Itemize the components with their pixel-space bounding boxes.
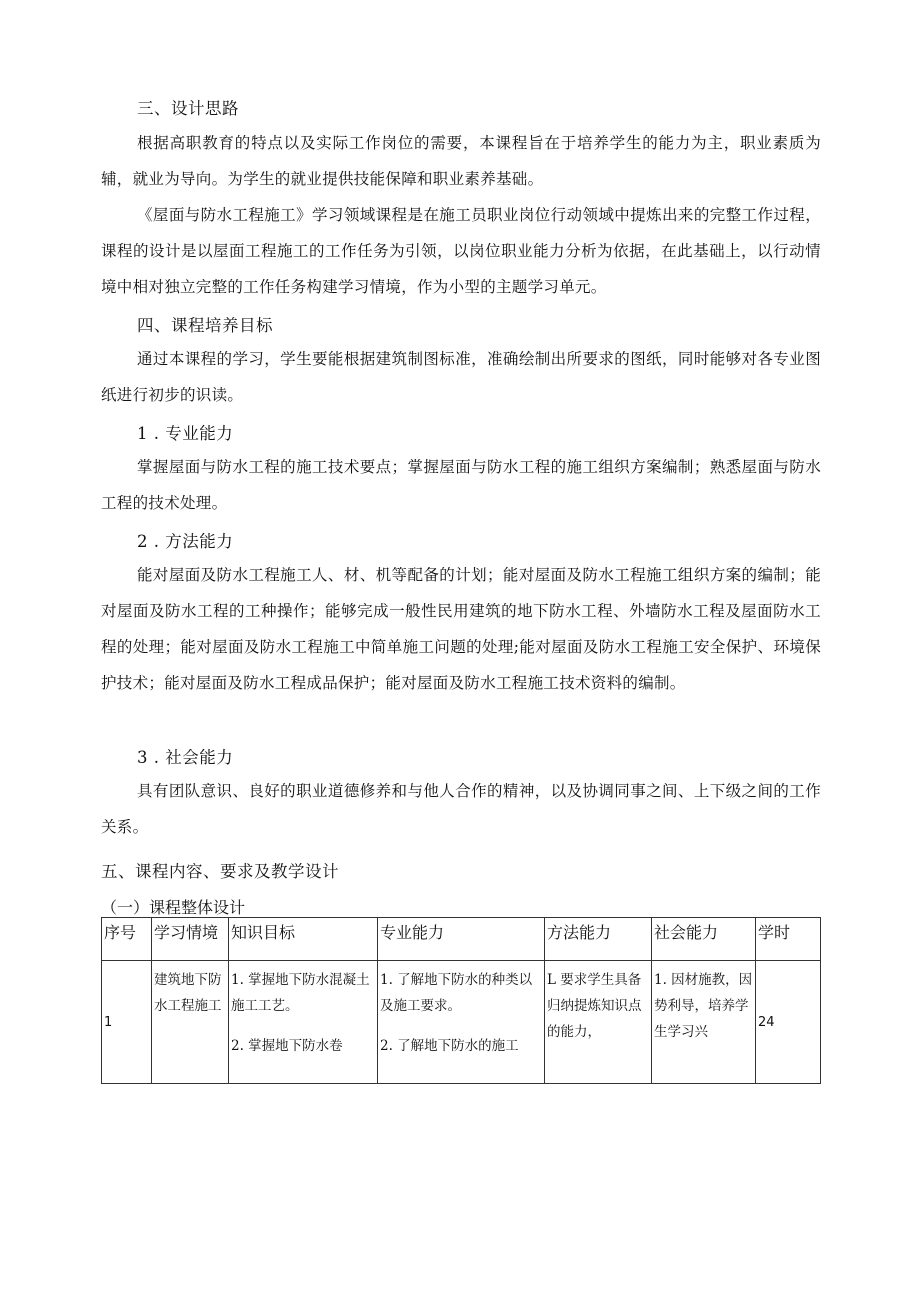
cell-situation-text: 建筑地下防水工程施工	[154, 972, 222, 1014]
paragraph-social: 具有团队意识、良好的职业道德修养和与他人合作的精神，以及协调同事之间、上下级之间的工作关系。	[101, 782, 821, 836]
subheading-professional: 1 . 专业能力	[137, 424, 234, 443]
header-professional: 专业能力	[378, 918, 545, 961]
course-design-table	[101, 917, 821, 1084]
header-hours: 学时	[756, 918, 821, 961]
paragraph-method: 能对屋面及防水工程施工人、材、机等配备的计划；能对屋面及防水工程施工组织方案的编制；能对屋面及防水工程的工种操作；能够完成一般性民用建筑的地下防水工程、外墙防水工程及屋面防水工程的处理；能对屋面及防水工程施工中简单施工问题的处理;能对屋面及防水工程施工安全保护、环境保护技术；能对屋面及防水工程成品保护；能对屋面及防水工程施工技术资料的编制。	[101, 566, 821, 692]
subheading-social: 3 . 社会能力	[137, 748, 234, 767]
subheading-method: 2 . 方法能力	[137, 532, 234, 551]
cell-professional-1: 1. 了解地下防水的种类以及施工要求。	[380, 972, 533, 1014]
header-situation: 学习情境	[152, 918, 229, 961]
cell-method-text: L 要求学生具备归纳提炼知识点的能力，	[547, 972, 642, 1040]
cell-spacer	[380, 1019, 542, 1033]
table-row	[102, 961, 821, 1084]
section-heading-content: 五、课程内容、要求及教学设计	[101, 862, 339, 881]
cell-no: 1	[102, 961, 152, 1084]
cell-social-text: 1. 因材施教，因势利导，培养学生学习兴	[654, 972, 753, 1040]
cell-social	[652, 961, 756, 1084]
table-title: （一）课程整体设计	[101, 898, 246, 917]
section-heading-design: 三、设计思路	[137, 99, 239, 118]
table-header-row	[102, 918, 821, 961]
cell-knowledge-1: 1. 掌握地下防水混凝土施工工艺。	[231, 972, 370, 1014]
cell-professional	[378, 961, 545, 1084]
section-heading-goal: 四、课程培养目标	[137, 316, 273, 335]
header-no: 序号	[102, 918, 152, 961]
paragraph-professional: 掌握屋面与防水工程的施工技术要点；掌握屋面与防水工程的施工组织方案编制；熟悉屋面与防水工程的技术处理。	[101, 458, 821, 512]
cell-knowledge-2: 2. 掌握地下防水卷	[231, 1038, 343, 1054]
cell-professional-2: 2. 了解地下防水的施工	[380, 1038, 519, 1054]
paragraph-goal-1: 通过本课程的学习，学生要能根据建筑制图标准，准确绘制出所要求的图纸，同时能够对各专业图纸进行初步的识读。	[101, 350, 821, 404]
header-knowledge: 知识目标	[229, 918, 378, 961]
header-method: 方法能力	[545, 918, 652, 961]
cell-spacer	[231, 1019, 375, 1033]
cell-method	[545, 961, 652, 1084]
cell-situation	[152, 961, 229, 1084]
paragraph-design-2: 《屋面与防水工程施工》学习领域课程是在施工员职业岗位行动领域中提炼出来的完整工作过程，课程的设计是以屋面工程施工的工作任务为引领，以岗位职业能力分析为依据，在此基础上，以行动情境中相对独立完整的工作任务构建学习情境，作为小型的主题学习单元。	[101, 206, 821, 296]
header-social: 社会能力	[652, 918, 756, 961]
cell-knowledge	[229, 961, 378, 1084]
paragraph-design-1: 根据高职教育的特点以及实际工作岗位的需要，本课程旨在于培养学生的能力为主，职业素质为辅，就业为导向。为学生的就业提供技能保障和职业素养基础。	[101, 134, 821, 188]
cell-hours: 24	[756, 961, 821, 1084]
